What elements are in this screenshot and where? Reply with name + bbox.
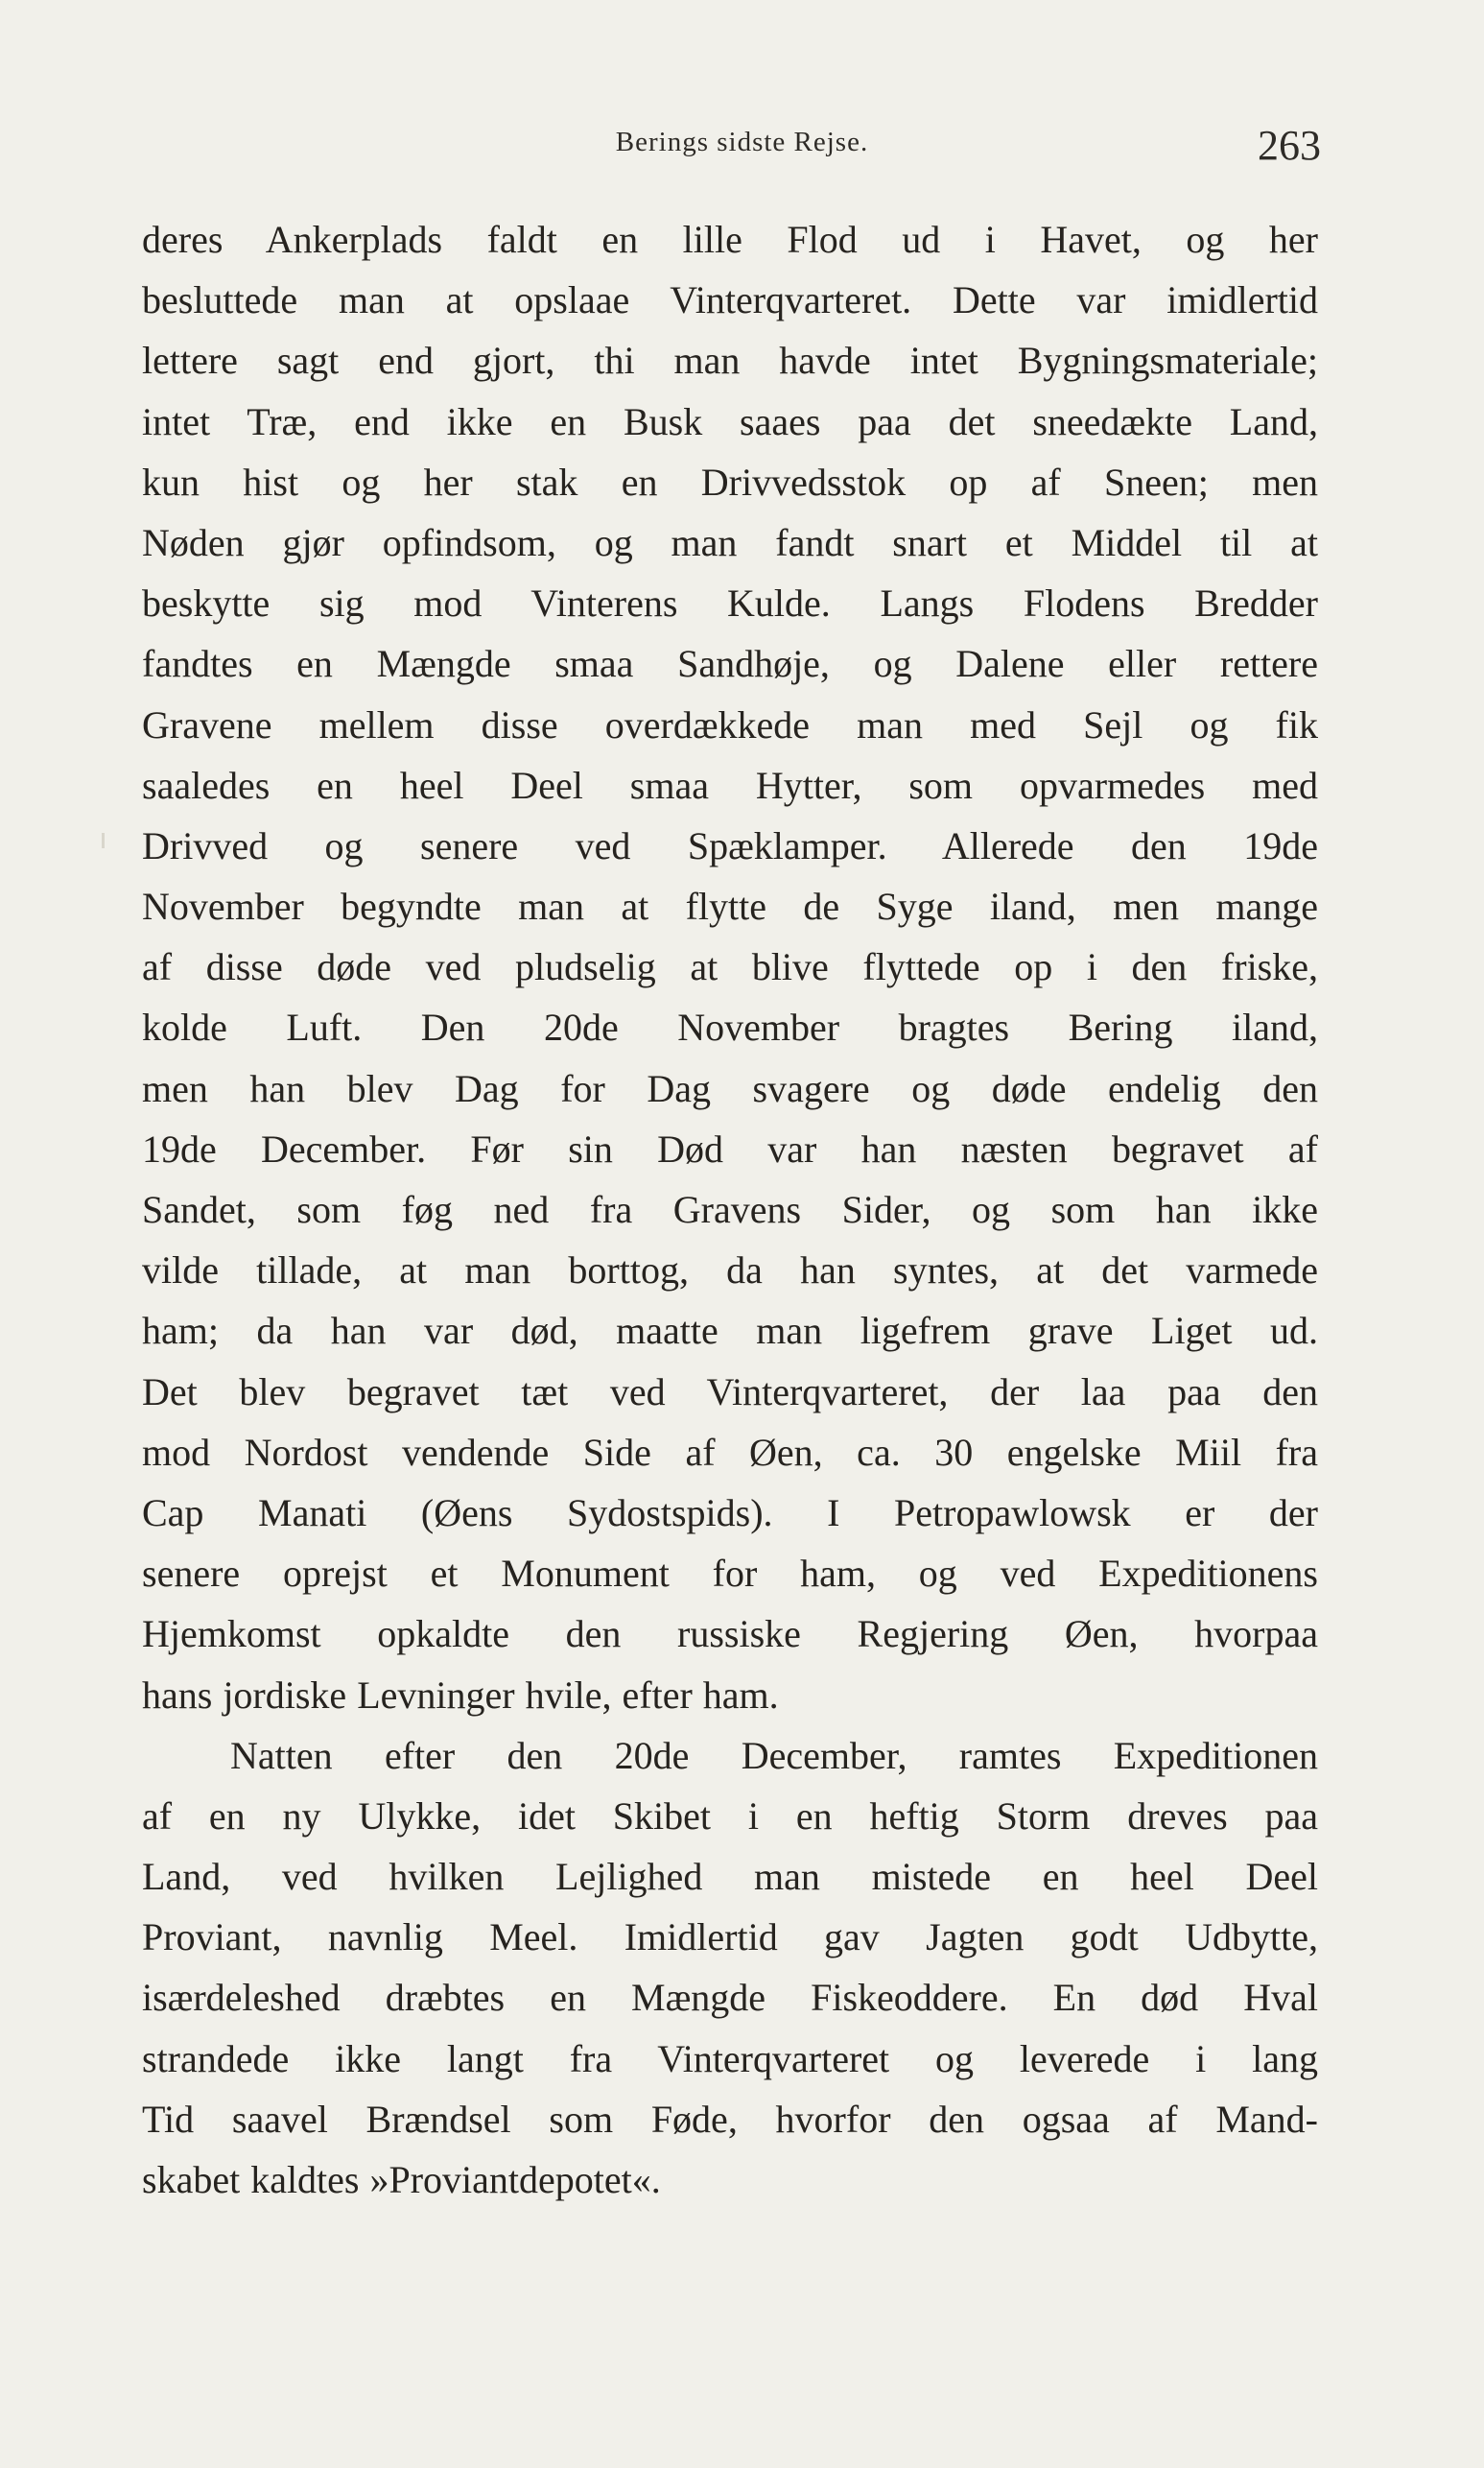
text-line: kolde Luft. Den 20de November bragtes Bering iland, (142, 1006, 1318, 1050)
text-line: ham; da han var død, maatte man ligefrem grave Liget ud. (142, 1309, 1318, 1353)
text-line: deres Ankerplads faldt en lille Flod ud i Havet, og her (142, 218, 1318, 261)
text-line: Det blev begravet tæt ved Vinterqvarteret, der laa paa den (142, 1369, 1318, 1413)
running-head (0, 123, 1484, 171)
running-title: Berings sidste Rejse. (615, 127, 869, 157)
text-line: intet Træ, end ikke en Busk saaes paa det sneedækte Land, (142, 399, 1318, 443)
text-line: Tid saavel Brændsel som Føde, hvorfor den ogsaa af Mand- (142, 2097, 1318, 2141)
paragraph-1 (142, 209, 1318, 1725)
text-line: Natten efter den 20de December, ramtes Expeditionen (230, 1733, 1318, 1777)
text-line: Drivved og senere ved Spæklamper. Allerede den 19de (142, 823, 1318, 867)
text-line: men han blev Dag for Dag svagere og døde endelig den (142, 1066, 1318, 1110)
text-line: skabet kaldtes »Proviantdepotet«. (142, 2158, 661, 2201)
text-line: lettere sagt end gjort, thi man havde intet Bygningsmateriale; (142, 339, 1318, 383)
text-line: Sandet, som føg ned fra Gravens Sider, og som han ikke (142, 1188, 1318, 1231)
text-line: af en ny Ulykke, idet Skibet i en heftig Storm dreves paa (142, 1793, 1318, 1838)
text-line: besluttede man at opslaae Vinterqvarteret. Dette var imidlertid (142, 278, 1318, 322)
text-line: Nøden gjør opfindsom, og man fandt snart et Middel til at (142, 520, 1318, 564)
text-line: 19de December. Før sin Død var han næsten begravet af (142, 1127, 1318, 1171)
text-line: saaledes en heel Deel smaa Hytter, som opvarmedes med (142, 763, 1318, 807)
text-line: isærdeleshed dræbtes en Mængde Fiskeoddere. En død Hval (142, 1976, 1318, 2020)
page-number: 263 (1258, 122, 1321, 169)
text-line: Land, ved hvilken Lejlighed man mistede en heel Deel (142, 1855, 1318, 1899)
text-line: November begyndte man at flytte de Syge iland, men mange (142, 885, 1318, 929)
text-line: af disse døde ved pludselig at blive flyttede op i den friske, (142, 945, 1318, 989)
text-line: Cap Manati (Øens Sydostspids). I Petropawlowsk er der (142, 1490, 1318, 1534)
margin-mark (102, 833, 105, 848)
text-line: beskytte sig mod Vinterens Kulde. Langs Flodens Bredder (142, 581, 1318, 626)
text-line: Hjemkomst opkaldte den russiske Regjering Øen, hvorpaa (142, 1612, 1318, 1656)
text-line: kun hist og her stak en Drivvedsstok op af Sneen; men (142, 460, 1318, 504)
body-text (142, 209, 1318, 2210)
text-line: fandtes en Mængde smaa Sandhøje, og Dalene eller rettere (142, 642, 1318, 686)
text-line: mod Nordost vendende Side af Øen, ca. 30 engelske Miil fra (142, 1430, 1318, 1474)
text-line: hans jordiske Levninger hvile, efter ham. (142, 1673, 779, 1717)
text-line: Gravene mellem disse overdækkede man med Sejl og fik (142, 702, 1318, 747)
text-line: strandede ikke langt fra Vinterqvarteret og leverede i lang (142, 2036, 1318, 2080)
text-line: vilde tillade, at man borttog, da han syntes, at det varmede (142, 1248, 1318, 1293)
text-line: senere oprejst et Monument for ham, og ved Expeditionens (142, 1552, 1318, 1596)
paragraph-2 (142, 1725, 1318, 2211)
text-line: Proviant, navnlig Meel. Imidlertid gav Jagten godt Udbytte, (142, 1915, 1318, 1959)
